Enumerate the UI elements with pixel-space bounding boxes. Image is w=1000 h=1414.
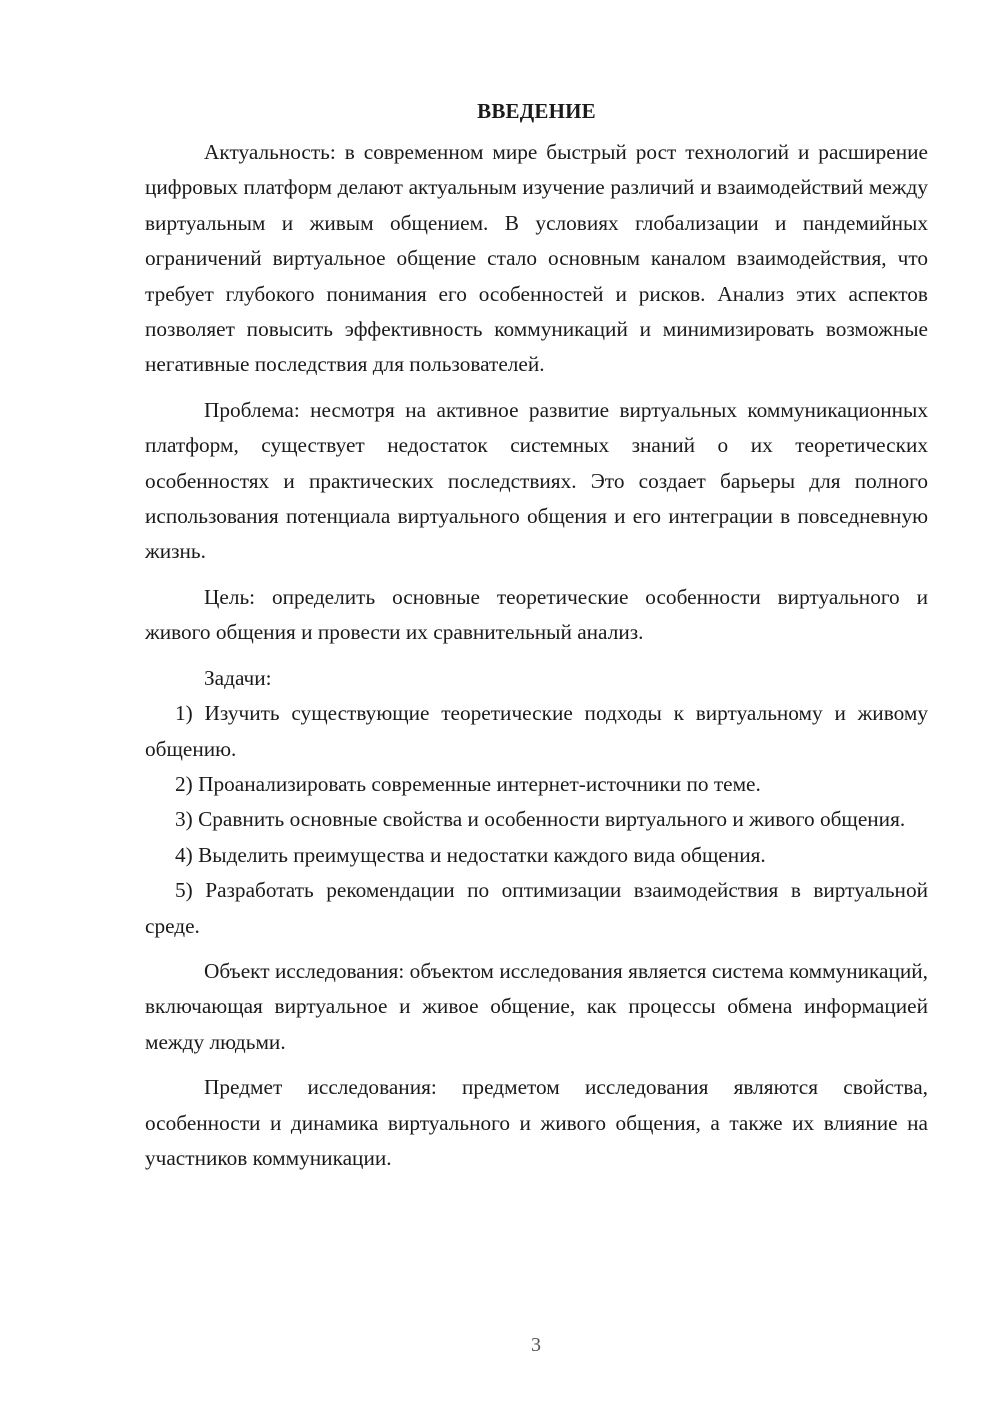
object-paragraph: Объект исследования: объектом исследования является система коммуникаций, включающая виртуальное и живое общение, как процессы обмена информацией между людьми. (145, 958, 928, 1054)
task-item-1: 1) Изучить существующие теоретические подходы к виртуальному и живому общению. (145, 701, 928, 761)
tasks-list (145, 696, 928, 944)
tasks-label: Задачи: (204, 665, 272, 690)
goal-paragraph: Цель: определить основные теоретические особенности виртуального и живого общения и провести их сравнительный анализ. (145, 584, 928, 645)
document-page (145, 96, 928, 1176)
problem-paragraph: Проблема: несмотря на активное развитие виртуальных коммуникационных платформ, существует недостаток системных знаний о их теоретических особенностях и практических последствиях. Это создает барьеры для полного использования потенциала виртуального общения и его интеграции в повседневную жизнь. (145, 397, 928, 564)
task-item-5: 5) Разработать рекомендации по оптимизации взаимодействия в виртуальной среде. (145, 878, 928, 938)
task-item-2: 2) Проанализировать современные интернет-источники по теме. (175, 771, 761, 796)
page-title: ВВЕДЕНИЕ (477, 99, 596, 123)
relevance-paragraph: Актуальность: в современном мире быстрый рост технологий и расширение цифровых платформ делают актуальным изучение различий и взаимодействий между виртуальным и живым общением. В условиях глобализации и пандемийных ограничений виртуальное общение стало основным каналом взаимодействия, что требует глубокого понимания его особенностей и рисков. Анализ этих аспектов позволяет повысить эффективность коммуникаций и минимизировать возможные негативные последствия для пользователей. (145, 140, 928, 377)
subject-paragraph: Предмет исследования: предметом исследования являются свойства, особенности и динамика виртуального и живого общения, а также их влияние на участников коммуникации. (145, 1075, 928, 1170)
task-item-4: 4) Выделить преимущества и недостатки каждого вида общения. (175, 842, 766, 867)
task-item-3: 3) Сравнить основные свойства и особенности виртуального и живого общения. (175, 807, 906, 832)
page-number: 3 (531, 1334, 541, 1356)
